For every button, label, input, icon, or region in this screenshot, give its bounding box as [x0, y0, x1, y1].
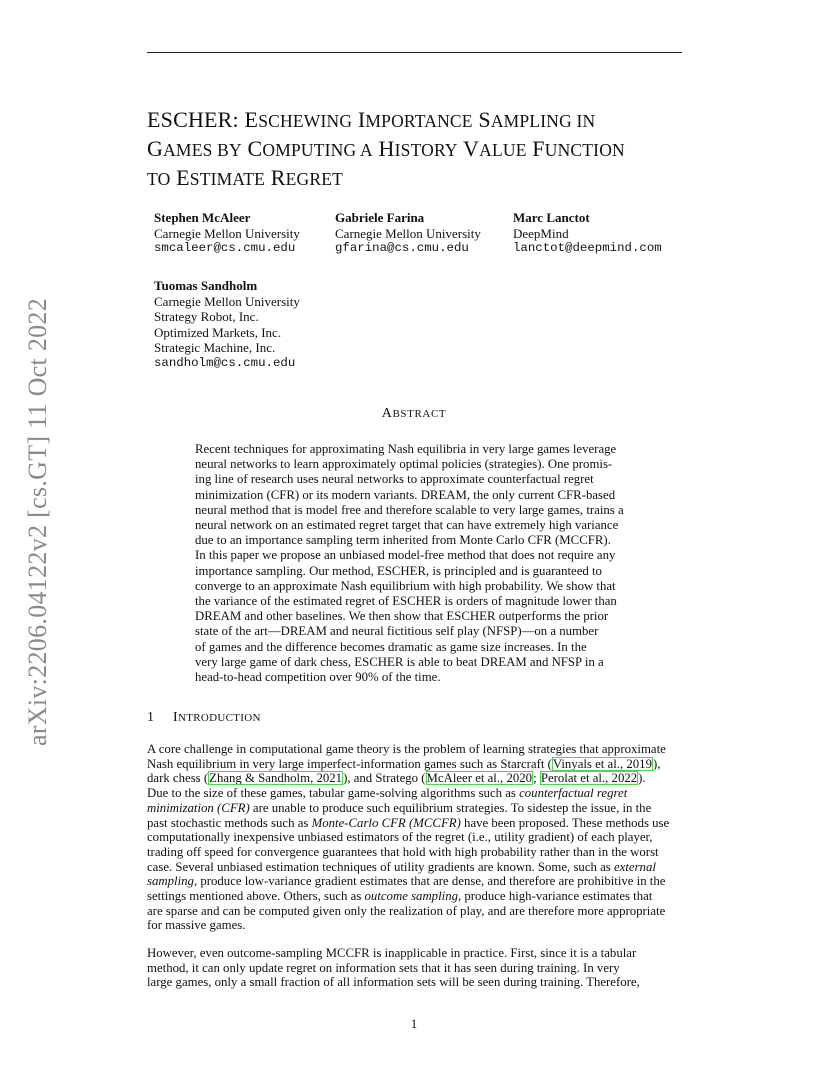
text-line	[147, 874, 687, 889]
text-run: settings mentioned above. Others, such as	[147, 889, 365, 904]
abstract-line: neural networks to learn approximately optimal policies (strategies). One promis-	[195, 457, 613, 472]
abstract-line: ing line of research uses neural networks to approximate counterfactual regret	[195, 472, 594, 487]
abstract-line: importance sampling. Our method, ESCHER, is principled and is guaranteed to	[195, 563, 602, 578]
arxiv-identifier-stamp[interactable]: arXiv:2206.04122v2 [cs.GT] 11 Oct 2022	[23, 297, 52, 747]
text-line	[147, 889, 687, 904]
text-run: have been proposed. These methods use	[460, 815, 670, 830]
author-affiliation: Carnegie Mellon University	[335, 225, 481, 241]
emphasis: counterfactual regret	[519, 786, 628, 801]
text-run: ), and Stratego (	[343, 771, 426, 786]
citation-link[interactable]: McAleer et al., 2020	[426, 771, 533, 786]
page-number: 1	[410, 1016, 418, 1031]
author-affiliation: DeepMind	[513, 225, 569, 241]
title-line-1: ESCHER: ESCHEWING IMPORTANCE SAMPLING IN	[147, 107, 596, 132]
text-line: for massive games.	[147, 918, 246, 933]
abstract-body	[195, 442, 633, 685]
author-email[interactable]: gfarina@cs.cmu.edu	[335, 241, 469, 255]
author-affiliation: Optimized Markets, Inc.	[154, 324, 282, 340]
text-run: are unable to produce such equilibrium strategies. To sidestep the issue, in the	[249, 800, 652, 815]
text-line: method, it can only update regret on information sets that it has seen during training. In very	[147, 960, 620, 975]
author-affiliation: Carnegie Mellon University	[154, 293, 300, 309]
text-line: trading off speed for convergence guarantees that hold with high probability rather than in the worst	[147, 844, 659, 859]
author-name: Marc Lanctot	[513, 210, 590, 225]
text-line	[147, 757, 687, 772]
text-run: , produce low-variance gradient estimates that are dense, and therefore are prohibitive in the	[193, 874, 666, 889]
author-email[interactable]: sandholm@cs.cmu.edu	[154, 355, 296, 370]
abstract-line: state of the art—DREAM and neural fictitious self play (NFSP)—on a number	[195, 624, 599, 639]
author-name: Tuomas Sandholm	[154, 278, 258, 293]
abstract-line: head-to-head competition over 90% of the time.	[195, 670, 441, 685]
text-line	[147, 786, 687, 801]
text-run: Due to the size of these games, tabular game-solving algorithms such as	[147, 786, 520, 801]
abstract-line: In this paper we propose an unbiased model-free method that does not require any	[195, 548, 616, 563]
author-block	[154, 210, 300, 257]
abstract-line: very large game of dark chess, ESCHER is able to beat DREAM and NFSP in a	[195, 654, 604, 669]
abstract-line: minimization (CFR) or its modern variants. DREAM, the only current CFR-based	[195, 487, 616, 502]
author-name: Stephen McAleer	[154, 210, 251, 225]
abstract-line: the variance of the estimated regret of ESCHER is orders of magnitude lower than	[195, 594, 617, 609]
abstract-line: neural network on an estimated regret target that can have extremely high variance	[195, 518, 619, 533]
author-block	[335, 210, 481, 257]
text-line	[147, 860, 687, 875]
author-email[interactable]: lanctot@deepmind.com	[513, 241, 662, 255]
intro-paragraph-1	[147, 742, 687, 933]
text-line: A core challenge in computational game theory is the problem of learning strategies that approximate	[147, 742, 666, 756]
author-email[interactable]: smcaleer@cs.cmu.edu	[154, 241, 296, 255]
intro-paragraph-2	[147, 946, 687, 990]
author-name: Gabriele Farina	[335, 210, 425, 225]
section-number: 1	[147, 710, 155, 725]
section-title: INTRODUCTION	[173, 710, 261, 725]
abstract-line: converge to an approximate Nash equilibrium with high probability. We show that	[195, 578, 616, 593]
abstract-heading: ABSTRACT	[381, 406, 447, 421]
text-run: ;	[533, 771, 540, 786]
abstract-line: due to an importance sampling term inherited from Monte Carlo CFR (MCCFR).	[195, 533, 611, 548]
author-affiliation: Strategy Robot, Inc.	[154, 309, 259, 324]
abstract-line: neural method that is model free and therefore scalable to very large games, trains a	[195, 502, 624, 517]
text-line: are sparse and can be computed given only the realization of play, and are therefore more appropriate	[147, 903, 666, 918]
text-run: , produce high-variance estimates that	[458, 889, 653, 904]
citation-link[interactable]: Zhang & Sandholm, 2021	[209, 771, 343, 786]
author-block	[513, 210, 662, 257]
text-line: large games, only a small fraction of all information sets will be seen during training. Therefore,	[147, 975, 640, 990]
top-rule	[147, 52, 682, 53]
abstract-line: of games and the difference becomes dramatic as game size increases. In the	[195, 639, 587, 654]
emphasis: sampling	[147, 874, 194, 889]
abstract-line: Recent techniques for approximating Nash equilibria in very large games leverage	[195, 442, 617, 456]
author-affiliation: Strategic Machine, Inc.	[154, 340, 276, 355]
text-run: dark chess (	[147, 771, 209, 786]
emphasis: outcome sampling	[364, 889, 458, 904]
title-line-3: TO ESTIMATE REGRET	[147, 165, 344, 190]
text-line: However, even outcome-sampling MCCFR is inapplicable in practice. First, since it is a tabular	[147, 946, 637, 960]
text-line: computationally inexpensive unbiased estimators of the regret (i.e., utility gradient) of each player,	[147, 830, 653, 845]
text-run: ).	[638, 771, 646, 786]
author-affiliation: Carnegie Mellon University	[154, 225, 300, 241]
text-run: Nash equilibrium in very large imperfect-information games such as Starcraft (	[147, 756, 552, 771]
text-run: past stochastic methods such as	[147, 815, 312, 830]
abstract-line: DREAM and other baselines. We then show that ESCHER outperforms the prior	[195, 609, 609, 624]
text-run: case. Several unbiased estimation techniques of utility gradients are known. Some, such as	[147, 859, 614, 874]
text-line	[147, 801, 687, 816]
emphasis: minimization (CFR)	[147, 800, 250, 815]
citation-link[interactable]: Perolat et al., 2022	[540, 771, 638, 786]
emphasis: external	[613, 859, 656, 874]
text-line	[147, 816, 687, 831]
text-run: ),	[652, 756, 661, 771]
section-heading-introduction	[147, 710, 261, 726]
citation-link[interactable]: Vinyals et al., 2019	[552, 756, 652, 771]
author-block	[154, 278, 300, 371]
emphasis: Monte-Carlo CFR (MCCFR)	[311, 815, 461, 830]
text-line	[147, 771, 687, 786]
title-line-2: GAMES BY COMPUTING A HISTORY VALUE FUNCTION	[147, 136, 625, 161]
paper-title	[147, 106, 687, 193]
